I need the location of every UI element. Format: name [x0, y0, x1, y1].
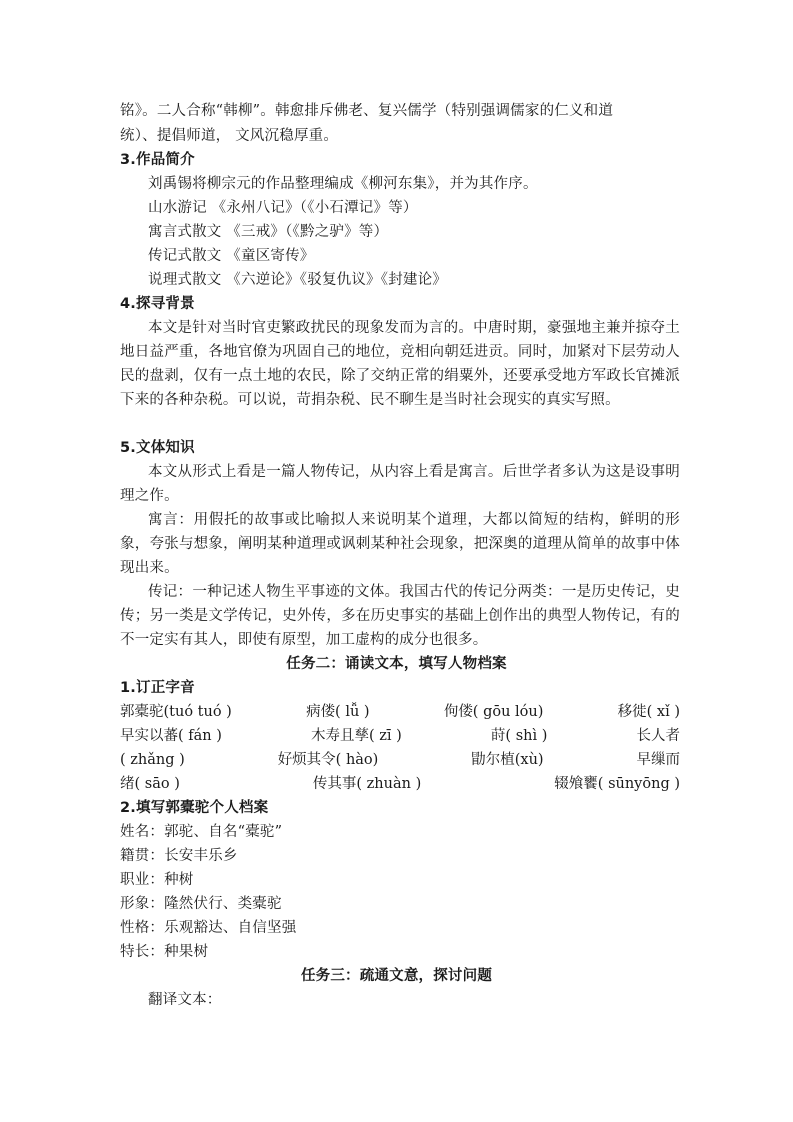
text-line: 寓言式散文 《三戒》（《黔之驴》等） — [148, 224, 389, 240]
profile-item: 性格：乐观豁达、自信坚强 — [120, 920, 297, 936]
pinyin-item: 勖尔植(xù) — [471, 752, 544, 768]
paragraph-fable: 寓言：用假托的故事或比喻拟人来说明某个道理，大都以简短的结构，鲜明的形象，夸张与想象，阐明某种道理或讽刺某种社会现象，把深奥的道理从简单的故事中体现出来。 — [120, 512, 680, 576]
pinyin-item: 莳( shì ) — [490, 728, 548, 744]
text-line: 刘禹锡将柳宗元的作品整理编成《柳河东集》，并为其作序。 — [148, 176, 538, 192]
text-line: 翻译文本： — [148, 992, 222, 1008]
pinyin-item: 佝偻( gōu lóu) — [443, 704, 544, 720]
text-line: 说理式散文 《六逆论》《驳复仇议》《封建论》 — [148, 272, 448, 288]
pinyin-item: 长人者 — [636, 728, 680, 744]
profile-item: 特长：种果树 — [120, 944, 209, 960]
pinyin-item: 移徙( xǐ ) — [617, 704, 680, 720]
pinyin-item: 木寿且孳( zī ) — [311, 728, 402, 744]
pinyin-row — [120, 700, 680, 724]
pinyin-item: 好烦其令( hào) — [277, 752, 379, 768]
pinyin-item: 早缫而 — [636, 752, 680, 768]
profile-item: 籍贯：长安丰乐乡 — [120, 848, 238, 864]
pinyin-row — [120, 748, 680, 772]
profile-item: 形象：隆然伏行、类橐驼 — [120, 896, 282, 912]
pinyin-item: 病偻( lǚ ) — [306, 704, 370, 720]
subheading-profile: 2.填写郭橐驼个人档案 — [120, 800, 269, 816]
task-two-heading: 任务二：诵读文本，填写人物档案 — [286, 656, 507, 672]
pinyin-item: 辍飧饔( sūnyōng ) — [554, 776, 680, 792]
pinyin-item: 传其事( zhuàn ) — [312, 776, 422, 792]
pinyin-row — [120, 724, 680, 748]
paragraph-genre: 本文从形式上看是一篇人物传记，从内容上看是寓言。后世学者多认为这是设事明理之作。 — [120, 464, 680, 504]
task-three-heading: 任务三：疏通文意，探讨问题 — [300, 968, 493, 984]
section-heading-genre: 5.文体知识 — [120, 440, 195, 456]
paragraph-background: 本文是针对当时官吏繁政扰民的现象发而为言的。中唐时期，豪强地主兼并掠夺土地日益严重，各地官僚为巩固自己的地位，竞相向朝廷进贡。同时，加紧对下层劳动人民的盘剥，仅有一点土地的农民，除了交纳正常的绢粟外，还要承受地方军政长官摊派下来的各种杂税。可以说，苛捐杂税、民不聊生是当时社会现实的真实写照。 — [120, 320, 680, 408]
pinyin-item: 郭橐驼(tuó tuó ) — [120, 704, 232, 720]
pinyin-item: ( zhǎng ) — [120, 752, 185, 768]
paragraph-biography: 传记：一种记述人物生平事迹的文体。我国古代的传记分两类：一是历史传记，史传；另一类是文学传记，史外传，多在历史事实的基础上创作出的典型人物传记，有的不一定实有其人，即使有原型，加工虚构的成分也很多。 — [120, 584, 680, 648]
text-line: 传记式散文 《童区寄传》 — [148, 248, 315, 264]
pinyin-row — [120, 772, 680, 796]
subheading-pronunciation: 1.订正字音 — [120, 680, 195, 696]
profile-item: 职业：种树 — [120, 872, 194, 888]
profile-item: 姓名：郭驼、自名“橐驼” — [120, 824, 283, 840]
text-line: 铭》。二人合称“韩柳”。韩愈排斥佛老、复兴儒学（特别强调儒家的仁义和道 — [120, 103, 614, 119]
section-heading-background: 4.探寻背景 — [120, 296, 195, 312]
text-line: 统）、提倡师道， 文风沉稳厚重。 — [120, 128, 339, 144]
pinyin-item: 绪( sāo ) — [120, 776, 180, 792]
text-line: 山水游记 《永州八记》（《小石潭记》等） — [148, 200, 418, 216]
pinyin-item: 早实以蕃( fán ) — [120, 728, 222, 744]
section-heading-intro: 3.作品简介 — [120, 152, 195, 168]
